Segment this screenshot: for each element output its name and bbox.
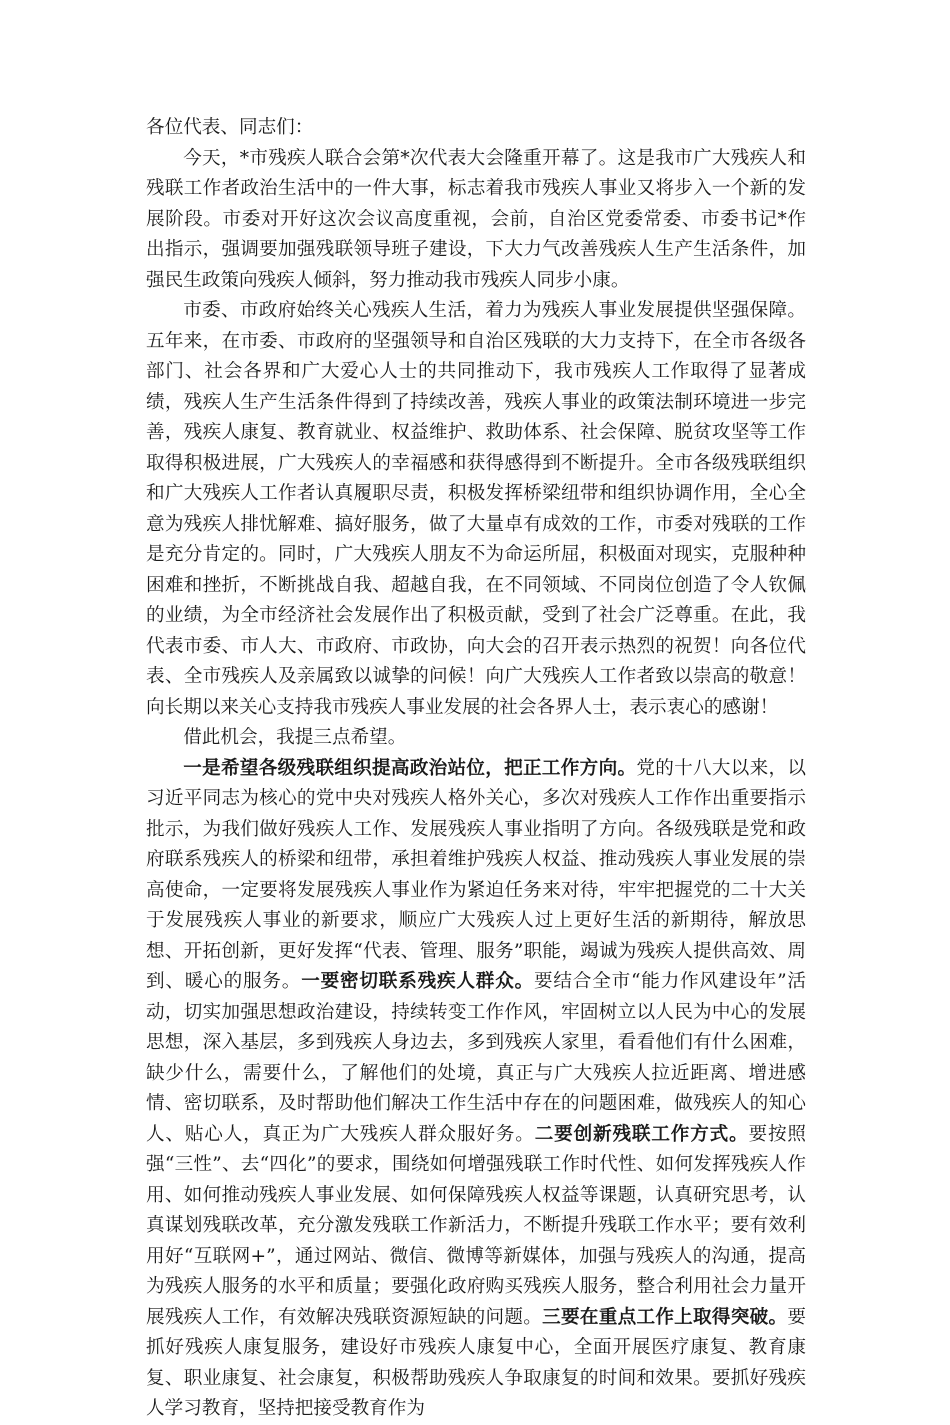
bold-heading: 一要密切联系残疾人群众。 — [301, 971, 534, 992]
paragraph-text: 今天，*市残疾人联合会第*次代表大会隆重开幕了。这是我市广大残疾人和残联工作者政治生活中的一件大事，标志着我市残疾人事业又将步入一个新的发展阶段。市委对开好这次会议高度重视，会前，自治区党委常委、市委书记*作出指示，强调要加强残联领导班子建设，下大力气改善残疾人生产生活条件，加强民生政策向残疾人倾斜，努力推动我市残疾人同步小康。 — [146, 147, 806, 291]
paragraph-text: 要结合全市“能力作风建设年”活动，切实加强思想政治建设，持续转变工作作风，牢固树立以人民为中心的发展思想，深入基层，多到残疾人身边去，多到残疾人家里，看看他们有什么困难，缺少什么，需要什么，了解他们的处境，真正与广大残疾人拉近距离、增进感情、密切联系，及时帮助他们解决工作生活中存在的问题困难，做残疾人的知心人、贴心人，真正为广大残疾人群众服好务。 — [146, 971, 806, 1145]
bold-heading: 一是希望各级残联组织提高政治站位，把正工作方向。 — [183, 757, 637, 779]
salutation: 各位代表、同志们： — [146, 117, 314, 138]
paragraph-text: 借此机会，我提三点希望。 — [183, 727, 407, 748]
paragraph-opening — [146, 144, 806, 297]
bold-heading: 二要创新残联工作方式。 — [534, 1123, 749, 1145]
paragraph-text: 市委、市政府始终关心残疾人生活，着力为残疾人事业发展提供坚强保障。五年来，在市委、市政府的坚强领导和自治区残联的大力支持下，在全市各级各部门、社会各界和广大爱心人士的共同推动下，我市残疾人工作取得了显著成绩，残疾人生产生活条件得到了持续改善，残疾人事业的政策法制环境进一步完善，残疾人康复、教育就业、权益维护、救助体系、社会保障、脱贫攻坚等工作取得积极进展，广大残疾人的幸福感和获得感得到不断提升。全市各级残联组织和广大残疾人工作者认真履职尽责，积极发挥桥梁纽带和组织协调作用，全心全意为残疾人排忧解难、搞好服务，做了大量卓有成效的工作，市委对残联的工作是充分肯定的。同时，广大残疾人朋友不为命运所屈，积极面对现实，克服种种困难和挫折，不断挑战自我、超越自我，在不同领域、不同岗位创造了令人钦佩的业绩，为全市经济社会发展作出了积极贡献，受到了社会广泛尊重。在此，我代表市委、市人大、市政府、市政协，向大会的召开表示热烈的祝贺！向各位代表、全市残疾人及亲属致以诚挚的问候！向广大残疾人工作者致以崇高的敬意！向长期以来关心支持我市残疾人事业发展的社会各界人士，表示衷心的感谢！ — [146, 300, 806, 718]
paragraph-first-hope — [146, 754, 806, 1425]
paragraph-text: 要抓好残疾人康复服务，建设好市残疾人康复中心，全面开展医疗康复、教育康复、职业康复、社会康复，积极帮助残疾人争取康复的时间和效果。要抓好残疾人学习教育，坚持把接受教育作为 — [146, 1306, 806, 1419]
paragraph-text: 要按照强“三性”、去“四化”的要求，围绕如何增强残联工作时代性、如何发挥残疾人作用、如何推动残疾人事业发展、如何保障残疾人权益等课题，认真研究思考，认真谋划残联改革，充分激发残联工作新活力，不断提升残联工作水平；要有效利用好“互联网+”，通过网站、微信、微博等新媒体，加强与残疾人的沟通，提高为残疾人服务的水平和质量；要强化政府购买残疾人服务，整合利用社会力量开展残疾人工作，有效解决残联资源短缺的问题。 — [146, 1123, 806, 1328]
document-page — [146, 113, 806, 1425]
paragraph-text: 党的十八大以来，以习近平同志为核心的党中央对残疾人格外关心，多次对残疾人工作作出重要指示批示，为我们做好残疾人工作、发展残疾人事业指明了方向。各级残联是党和政府联系残疾人的桥梁和纽带，承担着维护残疾人权益、推动残疾人事业发展的崇高使命，一定要将发展残疾人事业作为紧迫任务来对待，牢牢把握党的二十大关于发展残疾人事业的新要求，顺应广大残疾人过上更好生活的新期待，解放思想、开拓创新，更好发挥“代表、管理、服务”职能，竭诚为残疾人提供高效、周到、暖心的服务。 — [146, 757, 806, 992]
paragraph-hopes-intro — [146, 723, 806, 754]
bold-heading: 三要在重点工作上取得突破。 — [542, 1306, 788, 1328]
paragraph-achievements — [146, 296, 806, 723]
